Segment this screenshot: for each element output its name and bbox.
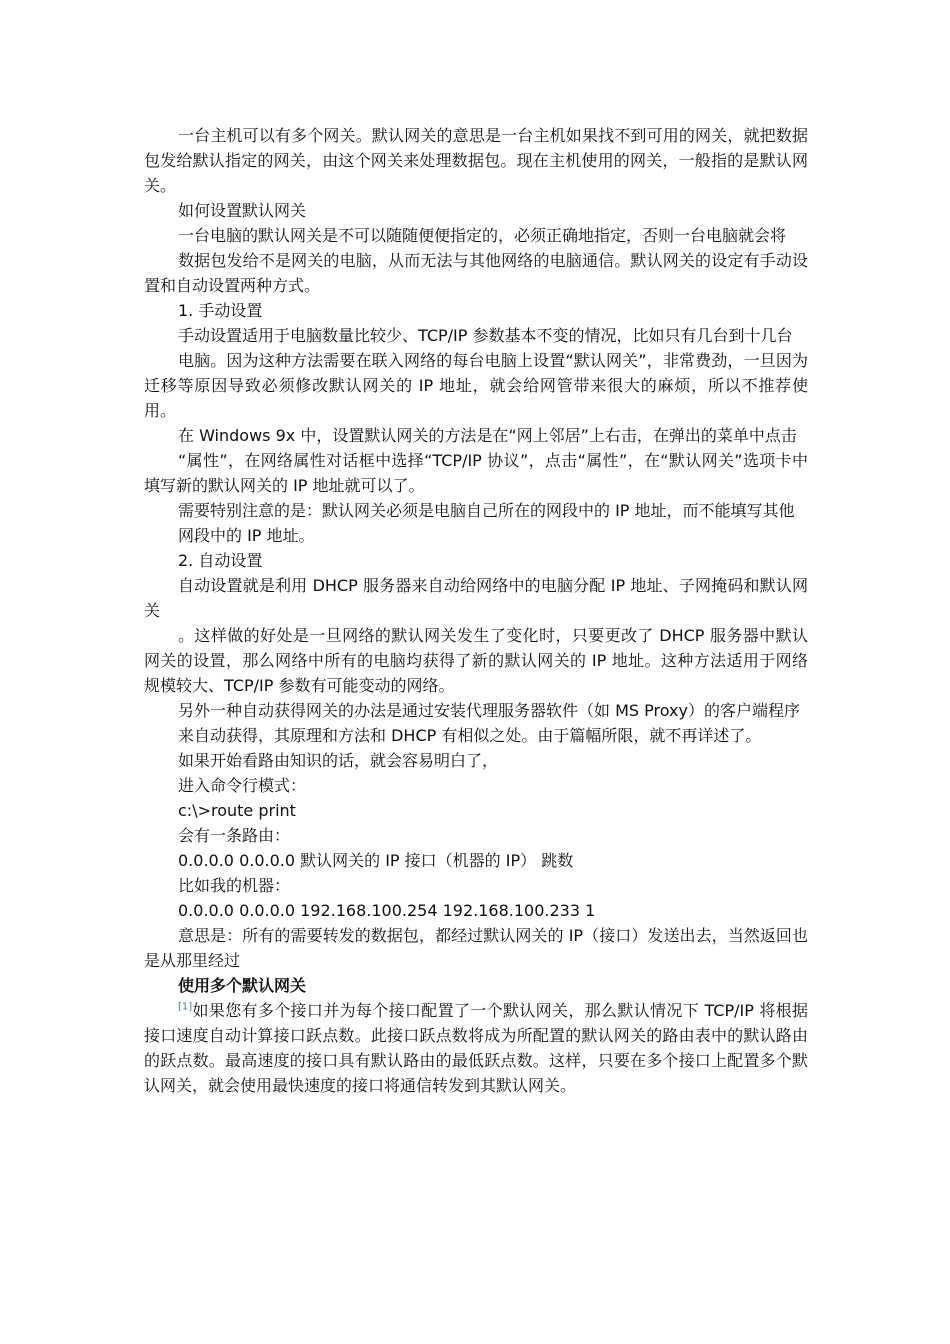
paragraph-7: 电脑。因为这种方法需要在联入网络的每台电脑上设置“默认网关”，非常费劲，一旦因为迁移等原因导致必须修改默认网关的 IP 地址，就会给网管带来很大的麻烦，所以不推荐使用。 bbox=[144, 351, 808, 420]
paragraph-24: 意思是：所有的需要转发的数据包，都经过默认网关的 IP（接口）发送出去，当然返回也是从那里经过 bbox=[144, 926, 808, 970]
reference-link[interactable]: [1] bbox=[178, 1001, 193, 1013]
paragraph-14: 。这样做的好处是一旦网络的默认网关发生了变化时，只要更改了 DHCP 服务器中默认网关的设置，那么网络中所有的电脑均获得了新的默认网关的 IP 地址。这种方法适用于网络规模较大、TCP/IP 参数有可能变动的网络。 bbox=[144, 626, 808, 695]
paragraph-2: 如何设置默认网关 bbox=[178, 201, 307, 220]
paragraph-12: 2. 自动设置 bbox=[178, 551, 263, 570]
paragraph-19: c:\>route print bbox=[178, 801, 296, 820]
paragraph-18: 进入命令行模式： bbox=[178, 776, 307, 795]
paragraph-21: 0.0.0.0 0.0.0.0 默认网关的 IP 接口（机器的 IP） 跳数 bbox=[178, 851, 574, 870]
paragraph-17: 如果开始看路由知识的话，就会容易明白了， bbox=[178, 751, 499, 770]
paragraph-10: 需要特别注意的是：默认网关必须是电脑自己所在的网段中的 IP 地址，而不能填写其他 bbox=[178, 501, 795, 520]
section-body-text: 如果您有多个接口并为每个接口配置了一个默认网关，那么默认情况下 TCP/IP 将根据接口速度自动计算接口跃点数。此接口跃点数将成为所配置的默认网关的路由表中的默认路由的跃点数。最高速度的接口具有默认路由的最低跃点数。这样，只要在多个接口上配置多个默认网关，就会使用最快速度的接口将通信转发到其默认网关。 bbox=[144, 1001, 808, 1095]
paragraph-8: 在 Windows 9x 中，设置默认网关的方法是在“网上邻居”上右击，在弹出的菜单中点击 bbox=[178, 426, 797, 445]
paragraph-23: 0.0.0.0 0.0.0.0 192.168.100.254 192.168.100.233 1 bbox=[178, 901, 596, 920]
paragraph-4: 数据包发给不是网关的电脑，从而无法与其他网络的电脑通信。默认网关的设定有手动设置和自动设置两种方式。 bbox=[144, 251, 808, 295]
paragraph-16: 来自动获得，其原理和方法和 DHCP 有相似之处。由于篇幅所限，就不再详述了。 bbox=[178, 726, 762, 745]
paragraph-13: 自动设置就是利用 DHCP 服务器来自动给网络中的电脑分配 IP 地址、子网掩码和默认网关 bbox=[144, 576, 808, 620]
paragraph-15: 另外一种自动获得网关的办法是通过安装代理服务器软件（如 MS Proxy）的客户端程序 bbox=[178, 701, 800, 720]
paragraph-20: 会有一条路由： bbox=[178, 826, 291, 845]
paragraph-6: 手动设置适用于电脑数量比较少、TCP/IP 参数基本不变的情况，比如只有几台到十几台 bbox=[178, 326, 793, 345]
paragraph-3: 一台电脑的默认网关是不可以随随便便指定的，必须正确地指定，否则一台电脑就会将 bbox=[178, 226, 787, 245]
paragraph-1: 一台主机可以有多个网关。默认网关的意思是一台主机如果找不到可用的网关，就把数据包发给默认指定的网关，由这个网关来处理数据包。现在主机使用的网关，一般指的是默认网关。 bbox=[144, 126, 808, 195]
document-page bbox=[144, 123, 808, 1098]
paragraph-11: 网段中的 IP 地址。 bbox=[178, 526, 315, 545]
section-body-paragraph bbox=[144, 998, 808, 1098]
paragraph-5: 1. 手动设置 bbox=[178, 301, 263, 320]
paragraph-9: “属性”，在网络属性对话框中选择“TCP/IP 协议”，点击“属性”，在“默认网关”选项卡中填写新的默认网关的 IP 地址就可以了。 bbox=[144, 451, 808, 495]
section-heading: 使用多个默认网关 bbox=[178, 976, 307, 995]
paragraph-22: 比如我的机器： bbox=[178, 876, 291, 895]
